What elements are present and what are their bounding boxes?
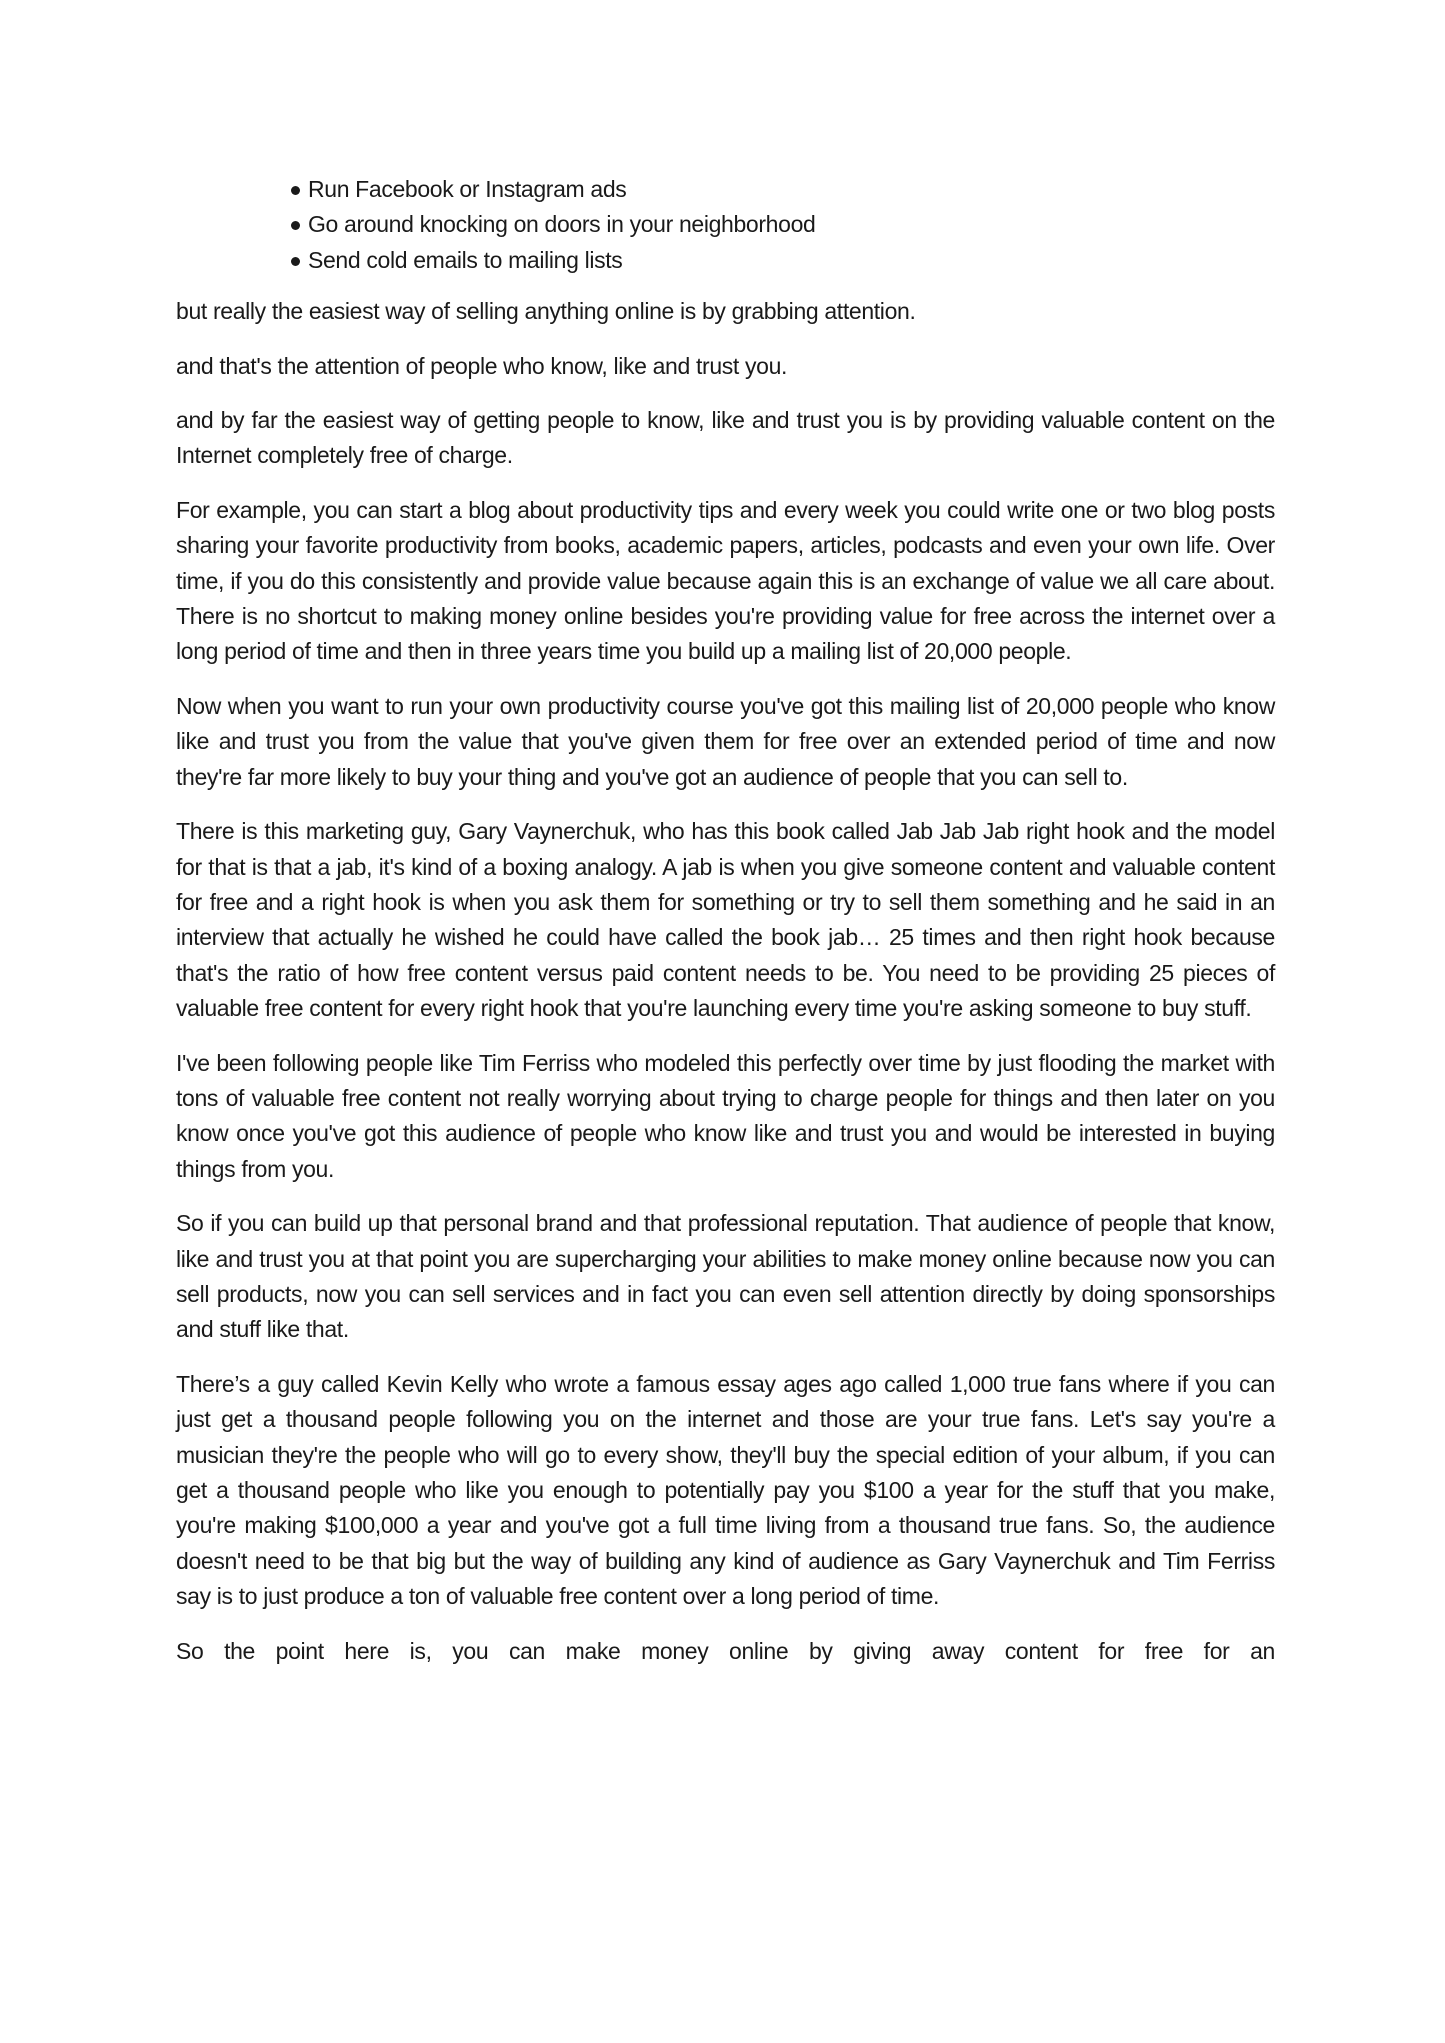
bullet-item: [176, 243, 1275, 278]
bullet-item: [176, 207, 1275, 242]
bullet-list: [176, 172, 1275, 278]
paragraph: and by far the easiest way of getting people to know, like and trust you is by providing valuable content on the Internet completely free of charge.: [176, 407, 1275, 469]
paragraph: For example, you can start a blog about productivity tips and every week you could write one or two blog posts sharing your favorite productivity from books, academic papers, articles, podcasts and even your own life. Over time, if you do this consistently and provide value because again this is an exchange of value we all care about. There is no shortcut to making money online besides you're providing value for free across the internet over a long period of time and then in three years time you build up a mailing list of 20,000 people.: [176, 496, 1275, 665]
bullet-text: Run Facebook or Instagram ads: [308, 176, 627, 202]
bullet-icon: [291, 257, 300, 266]
page-body: [176, 172, 1275, 1688]
paragraph: There’s a guy called Kevin Kelly who wrote a famous essay ages ago called 1,000 true fans where if you can just get a thousand people following you on the internet and those are your true fans. Let's say you're a musician they're the people who will go to every show, they'll buy the special edition of your album, if you can get a thousand people who like you enough to potentially pay you $100 a year for the stuff that you make, you're making $100,000 a year and you've got a full time living from a thousand true fans. So, the audience doesn't need to be that big but the way of building any kind of audience as Gary Vaynerchuk and Tim Ferriss say is to just produce a ton of valuable free content over a long period of time.: [176, 1370, 1275, 1610]
bullet-text: Go around knocking on doors in your neighborhood: [308, 211, 816, 238]
paragraph: There is this marketing guy, Gary Vaynerchuk, who has this book called Jab Jab Jab right hook and the model for that is that a jab, it's kind of a boxing analogy. A jab is when you give someone content and valuable content for free and a right hook is when you ask them for something or try to sell them something and he said in an interview that actually he wished he could have called the book jab… 25 times and then right hook because that's the ratio of how free content versus paid content needs to be. You need to be providing 25 pieces of valuable free content for every right hook that you're launching every time you're asking someone to buy stuff.: [176, 818, 1275, 1022]
paragraph: but really the easiest way of selling anything online is by grabbing attention.: [176, 298, 916, 325]
paragraph: Now when you want to run your own productivity course you've got this mailing list of 20,000 people who know like and trust you from the value that you've given them for free over an extended period of time and now they're far more likely to buy your thing and you've got an audience of people that you can sell to.: [176, 692, 1275, 790]
paragraph: So if you can build up that personal brand and that professional reputation. That audience of people that know, like and trust you at that point you are supercharging your abilities to make money online because now you can sell products, now you can sell services and in fact you can even sell attention directly by doing sponsorships and stuff like that.: [176, 1210, 1275, 1343]
bullet-icon: [291, 186, 300, 195]
paragraph: and that's the attention of people who know, like and trust you.: [176, 352, 788, 379]
paragraph: I've been following people like Tim Ferriss who modeled this perfectly over time by just flooding the market with tons of valuable free content not really worrying about trying to charge people for things and then later on you know once you've got this audience of people who know like and trust you and would be interested in buying things from you.: [176, 1049, 1275, 1182]
bullet-text: Send cold emails to mailing lists: [308, 246, 623, 273]
bullet-item: [176, 172, 1275, 207]
paragraph-continued: So the point here is, you can make money online by giving away content for free for an: [176, 1637, 1275, 1664]
